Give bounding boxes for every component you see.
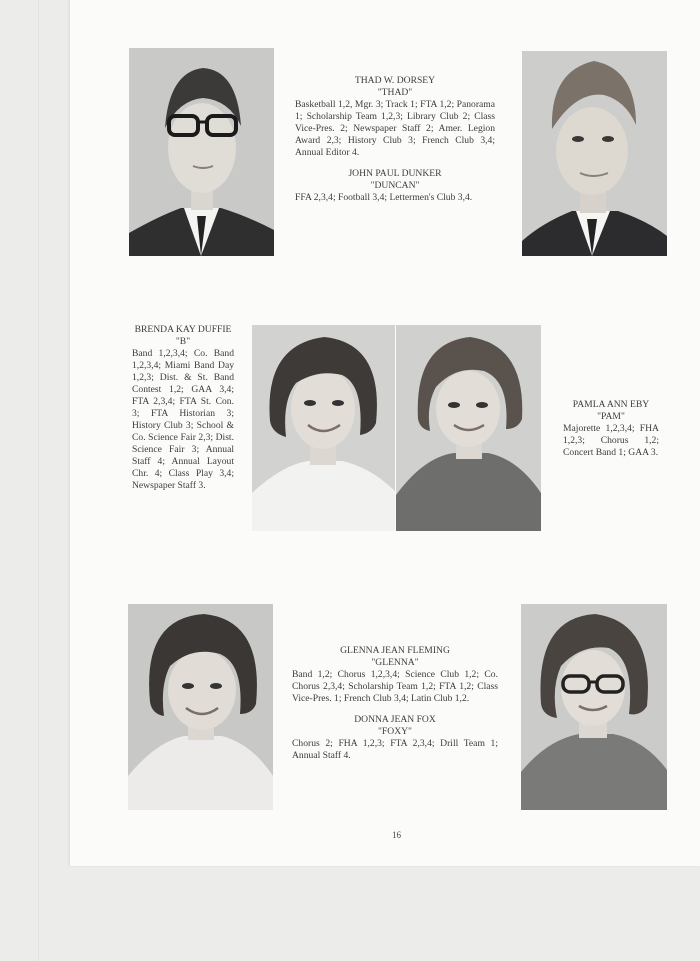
student-activities: Band 1,2; Chorus 1,2,3,4; Science Club 1,2; Co. Chorus 2,3,4; Scholarship Team 1,2; FTA 1,2; Class Vice-Pres. 1; French Club 3,4; Latin Club 1,2.	[292, 669, 498, 704]
student-nickname: "PAM"	[597, 411, 625, 422]
student-bio-glenna-fleming	[292, 645, 498, 762]
student-name: DONNA JEAN FOX	[354, 714, 436, 725]
student-activities: Chorus 2; FHA 1,2,3; FTA 2,3,4; Drill Team 1; Annual Staff 4.	[292, 738, 498, 761]
student-activities: FFA 2,3,4; Football 3,4; Lettermen's Club 3,4.	[295, 192, 473, 203]
student-bio-thad-dorsey	[295, 75, 495, 204]
student-name: GLENNA JEAN FLEMING	[340, 645, 450, 656]
portrait-pamla-eby	[396, 325, 541, 531]
page-number: 16	[392, 830, 401, 840]
student-bio-brenda-duffie	[132, 324, 234, 492]
student-nickname: "GLENNA"	[371, 657, 419, 668]
student-activities: Majorette 1,2,3,4; FHA 1,2,3; Chorus 1,2; Concert Band 1; GAA 3.	[563, 423, 659, 458]
student-name: PAMLA ANN EBY	[572, 399, 650, 410]
student-name: BRENDA KAY DUFFIE	[134, 324, 232, 335]
portrait-john-dunker	[522, 51, 667, 256]
student-name: THAD W. DORSEY	[354, 75, 436, 86]
portrait-glenna-fleming	[128, 604, 273, 810]
student-activities: Band 1,2,3,4; Co. Band 1,2,3,4; Miami Band Day 1,2,3; Dist. & St. Band Contest 1,2; GAA 3,4; FTA 2,3,4; FTA St. Con. 3; FTA Historian 3; History Club 3; School & Co. Science Fair 2,3; Dist. Science Fair 3; Annual Staff 4; Annual Layout Chr. 4; Class Play 3,4; Newspaper Staff 3.	[132, 348, 234, 491]
student-nickname: "B"	[175, 336, 191, 347]
portrait-thad-dorsey	[129, 48, 274, 256]
yearbook-page	[70, 0, 700, 866]
student-bio-pamla-eby	[563, 399, 659, 459]
binder-edge	[38, 0, 39, 961]
portrait-brenda-duffie	[252, 325, 395, 531]
student-nickname: "THAD"	[377, 87, 413, 98]
portrait-donna-fox	[521, 604, 667, 810]
student-nickname: "DUNCAN"	[370, 180, 420, 191]
student-name: JOHN PAUL DUNKER	[348, 168, 442, 179]
student-activities: Basketball 1,2, Mgr. 3; Track 1; FTA 1,2; Panorama 1; Scholarship Team 1,2,3; Library Club 2; Class Vice-Pres. 2; Newspaper Staff 2; Amer. Legion Award 2,3; History Club 3; French Club 3,4; Annual Editor 4.	[295, 99, 495, 158]
student-nickname: "FOXY"	[378, 726, 412, 737]
